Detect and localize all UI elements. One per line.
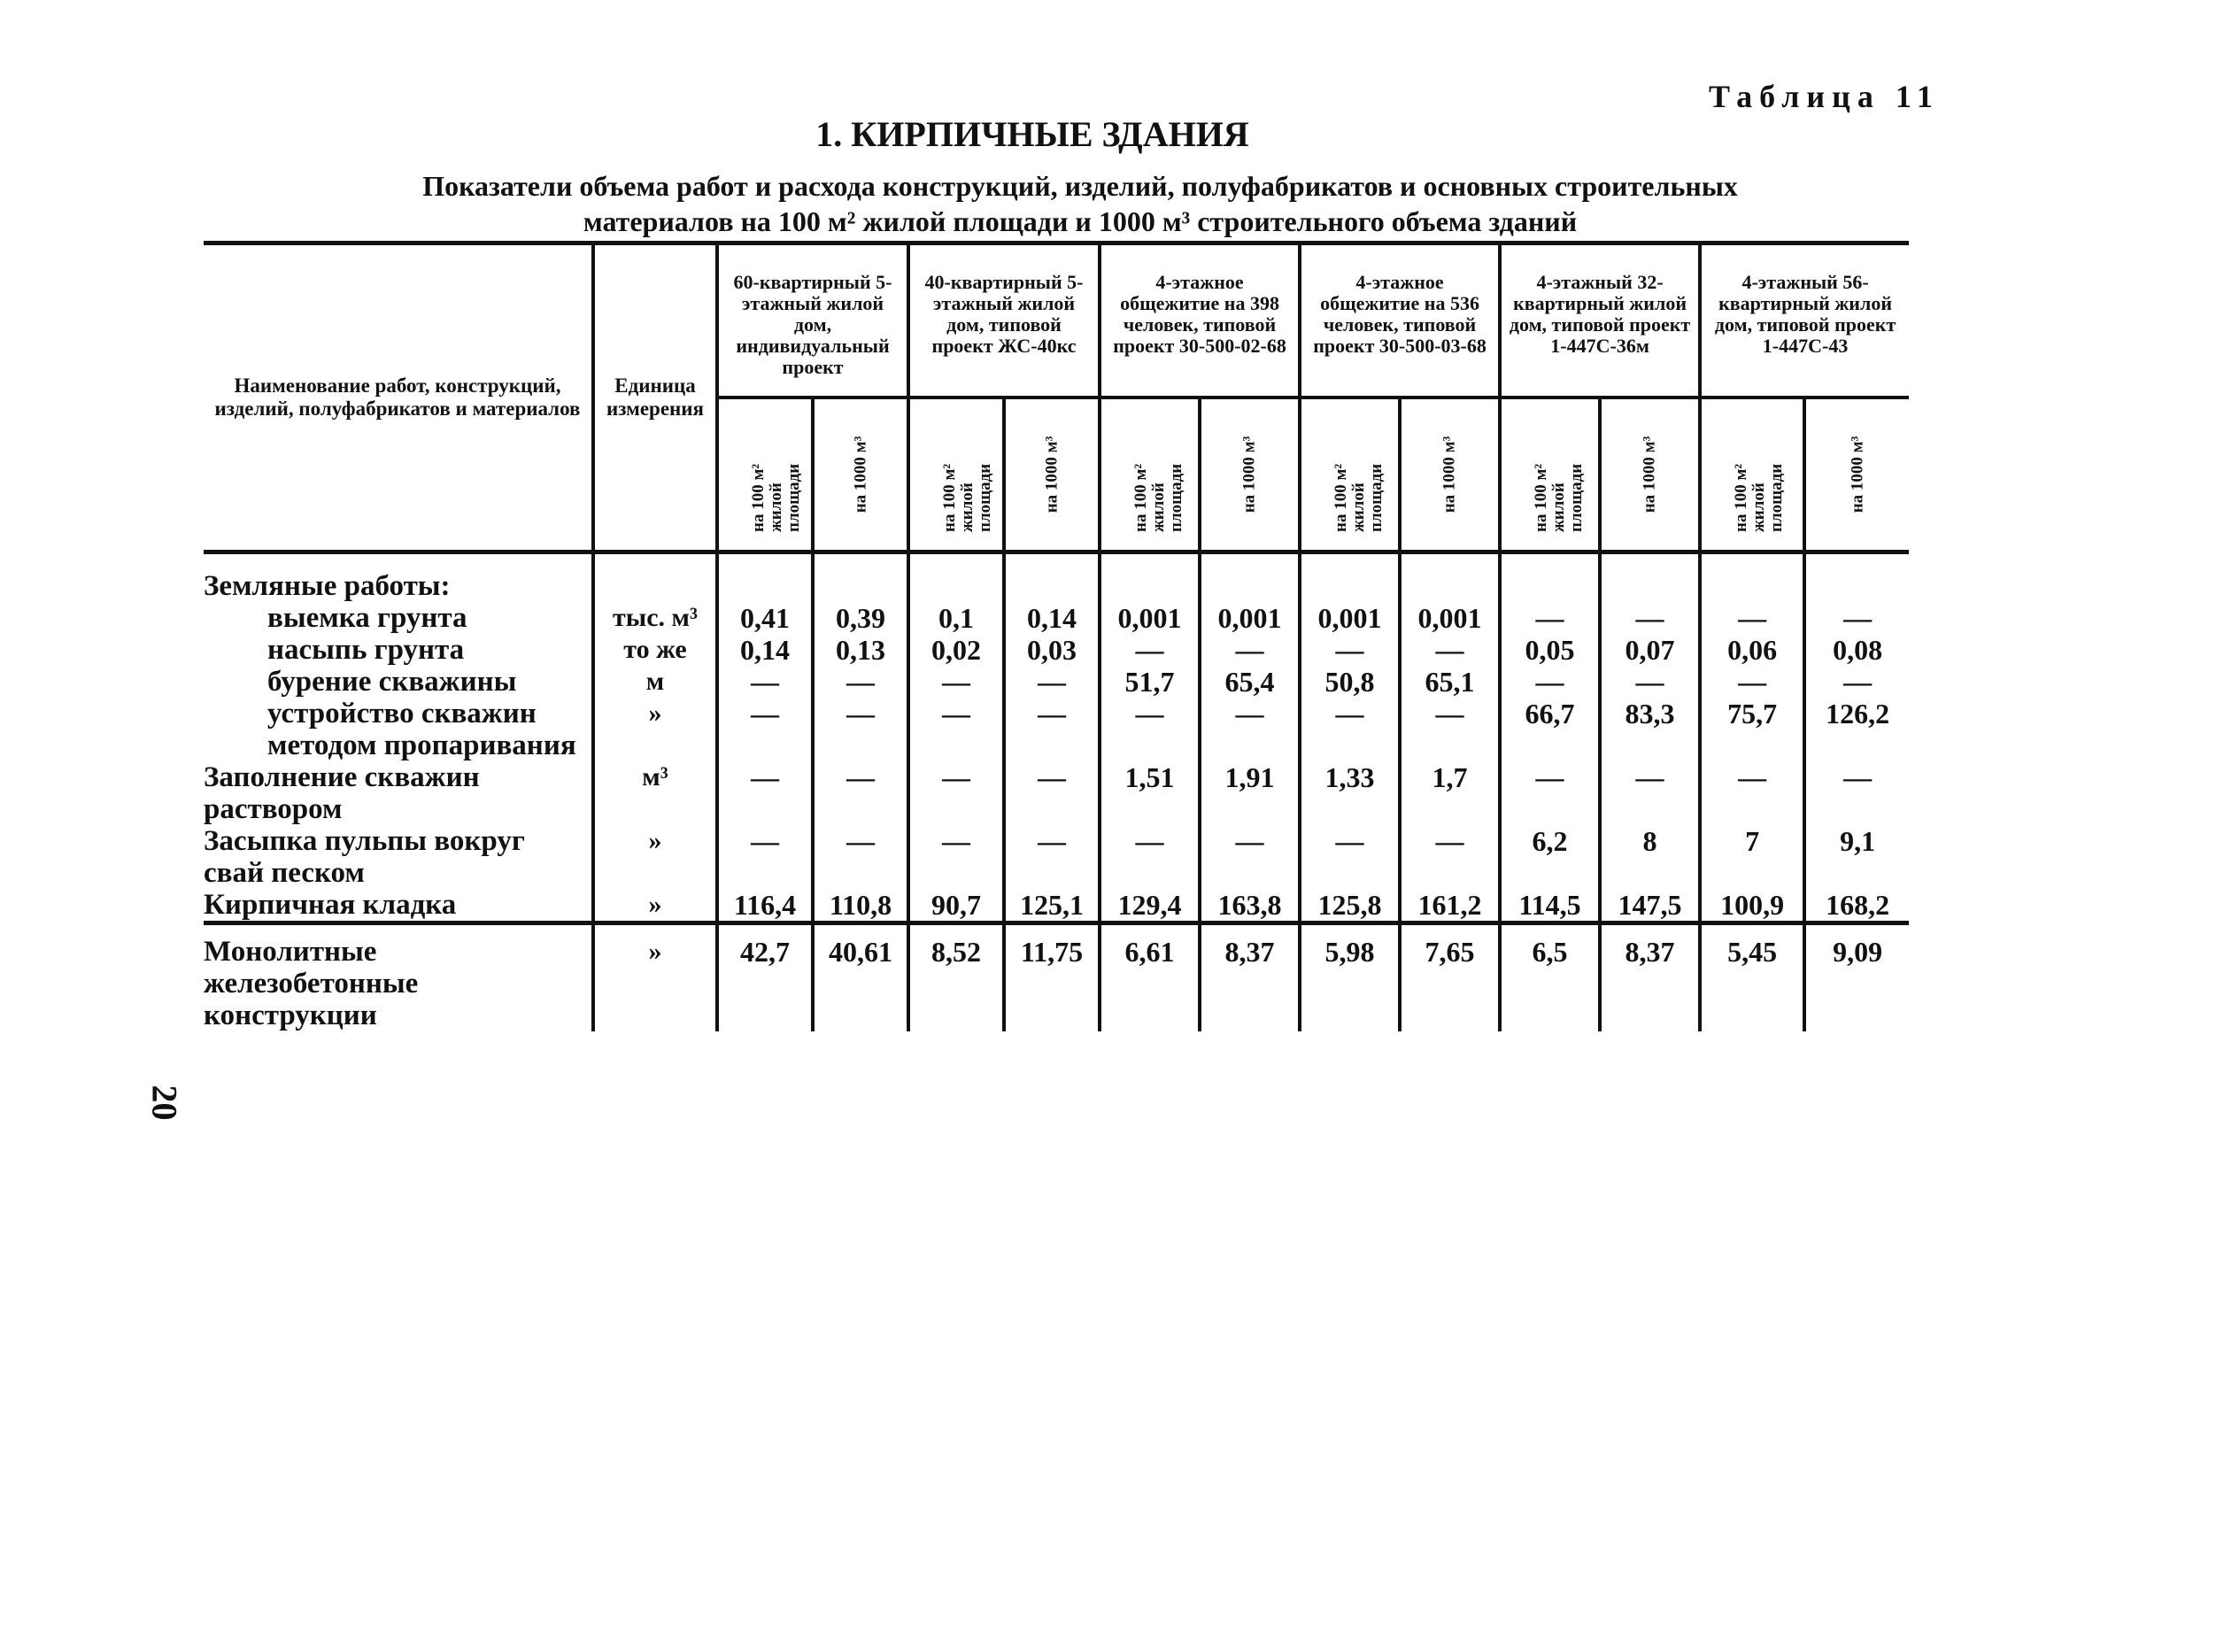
data-table-wrapper xyxy=(204,241,1896,1031)
row-value: — xyxy=(1500,666,1600,698)
row-value: — xyxy=(1400,698,1500,761)
row-value: 11,75 xyxy=(1004,922,1100,1031)
row-value: — xyxy=(717,761,813,825)
row-value: — xyxy=(1300,634,1400,666)
row-value: 1,51 xyxy=(1100,761,1200,825)
subheader-per-1000m3: на 1000 м³ xyxy=(1200,398,1300,552)
row-name: Засыпка пульпы вокруг свай песком xyxy=(204,824,525,889)
row-value: 0,001 xyxy=(1100,602,1200,634)
row-name: Кирпичная кладка xyxy=(204,888,457,921)
row-value: — xyxy=(1400,634,1500,666)
row-value: 0,39 xyxy=(813,602,908,634)
row-value: 65,1 xyxy=(1400,666,1500,698)
row-value: 0,03 xyxy=(1004,634,1100,666)
subheader-per-100m2: на 100 м² жилой площади xyxy=(1100,398,1200,552)
row-value: 9,09 xyxy=(1804,922,1909,1031)
row-value: 42,7 xyxy=(717,922,813,1031)
table-row xyxy=(204,922,1909,1031)
project-header: 4-этажный 32-квартирный жилой дом, типовой проект 1-447С-36м xyxy=(1500,243,1700,398)
row-value: — xyxy=(1700,602,1804,634)
project-header: 4-этажное общежитие на 398 человек, типовой проект 30-500-02-68 xyxy=(1100,243,1300,398)
row-unit: » xyxy=(593,889,717,923)
table-row xyxy=(204,761,1909,825)
row-name: Земляные работы: xyxy=(204,569,451,602)
row-value: 90,7 xyxy=(908,889,1004,923)
row-value: 0,07 xyxy=(1600,634,1700,666)
row-unit: » xyxy=(593,698,717,761)
table-row xyxy=(204,698,1909,761)
row-value: 6,61 xyxy=(1100,922,1200,1031)
row-value: 126,2 xyxy=(1804,698,1909,761)
row-value: — xyxy=(813,698,908,761)
row-value: — xyxy=(717,698,813,761)
row-name: устройство скважин методом пропаривания xyxy=(267,697,576,761)
table-row xyxy=(204,889,1909,923)
row-value: 1,7 xyxy=(1400,761,1500,825)
row-value: 1,33 xyxy=(1300,761,1400,825)
row-value: — xyxy=(1004,698,1100,761)
row-value: 1,91 xyxy=(1200,761,1300,825)
row-value: 5,45 xyxy=(1700,922,1804,1031)
table-subtitle xyxy=(283,168,1877,239)
row-value: — xyxy=(1100,825,1200,889)
row-value xyxy=(717,552,813,602)
subheader-per-100m2: на 100 м² жилой площади xyxy=(717,398,813,552)
row-value: 0,41 xyxy=(717,602,813,634)
row-value: — xyxy=(717,825,813,889)
row-value: — xyxy=(1500,602,1600,634)
row-value: 7 xyxy=(1700,825,1804,889)
row-value: 0,14 xyxy=(1004,602,1100,634)
row-value: 83,3 xyxy=(1600,698,1700,761)
row-unit: м xyxy=(593,666,717,698)
row-value: — xyxy=(1804,761,1909,825)
row-name: насыпь грунта xyxy=(267,633,465,666)
subheader-per-100m2: на 100 м² жилой площади xyxy=(1500,398,1600,552)
row-value: 116,4 xyxy=(717,889,813,923)
row-value: 114,5 xyxy=(1500,889,1600,923)
row-value: — xyxy=(717,666,813,698)
row-value: 0,13 xyxy=(813,634,908,666)
row-value: — xyxy=(1400,825,1500,889)
row-name: бурение скважины xyxy=(267,665,517,698)
subtitle-line-1: Показатели объема работ и расхода конструкций, изделий, полуфабрикатов и основных строительных xyxy=(422,170,1738,202)
row-value: 0,001 xyxy=(1400,602,1500,634)
row-value: 8,52 xyxy=(908,922,1004,1031)
table-row xyxy=(204,825,1909,889)
row-value: 6,2 xyxy=(1500,825,1600,889)
row-value xyxy=(1700,552,1804,602)
row-value: — xyxy=(908,666,1004,698)
subheader-per-1000m3: на 1000 м³ xyxy=(1400,398,1500,552)
row-value: — xyxy=(1600,761,1700,825)
table-body xyxy=(204,552,1909,1031)
row-value: — xyxy=(1200,634,1300,666)
row-unit: тыс. м³ xyxy=(593,602,717,634)
row-value: — xyxy=(1004,666,1100,698)
row-value: — xyxy=(1100,634,1200,666)
row-value xyxy=(1004,552,1100,602)
subheader-per-100m2: на 100 м² жилой площади xyxy=(1700,398,1804,552)
row-unit xyxy=(593,552,717,602)
subheader-per-1000m3: на 1000 м³ xyxy=(1004,398,1100,552)
row-value: — xyxy=(908,698,1004,761)
row-value: — xyxy=(1300,825,1400,889)
row-value: — xyxy=(1200,825,1300,889)
row-value xyxy=(1500,552,1600,602)
name-column-header: Наименование работ, конструкций, изделий, полуфабрикатов и материалов xyxy=(214,374,581,420)
row-value: — xyxy=(813,825,908,889)
table-row xyxy=(204,634,1909,666)
subheader-per-1000m3: на 1000 м³ xyxy=(1600,398,1700,552)
row-value: — xyxy=(1004,761,1100,825)
row-value: 51,7 xyxy=(1100,666,1200,698)
row-value: — xyxy=(1700,761,1804,825)
row-value: — xyxy=(1700,666,1804,698)
page-number: 20 xyxy=(144,1085,185,1121)
project-header: 4-этажный 56-квартирный жилой дом, типовой проект 1-447С-43 xyxy=(1700,243,1909,398)
row-value: 5,98 xyxy=(1300,922,1400,1031)
table-number: Таблица 11 xyxy=(1709,79,1940,114)
row-unit: то же xyxy=(593,634,717,666)
row-unit: м³ xyxy=(593,761,717,825)
row-value: — xyxy=(1600,666,1700,698)
row-unit: » xyxy=(593,922,717,1031)
row-value: 129,4 xyxy=(1100,889,1200,923)
project-header: 60-квартирный 5-этажный жилой дом, индивидуальный проект xyxy=(717,243,908,398)
row-value: 9,1 xyxy=(1804,825,1909,889)
subheader-per-100m2: на 100 м² жилой площади xyxy=(908,398,1004,552)
row-value: 147,5 xyxy=(1600,889,1700,923)
row-value: 50,8 xyxy=(1300,666,1400,698)
row-value: 0,08 xyxy=(1804,634,1909,666)
row-name: Монолитные железобетонные конструкции xyxy=(204,935,419,1031)
section-title: 1. КИРПИЧНЫЕ ЗДАНИЯ xyxy=(815,114,1249,154)
row-value: — xyxy=(1100,698,1200,761)
row-value: 125,1 xyxy=(1004,889,1100,923)
row-value: 40,61 xyxy=(813,922,908,1031)
table-row xyxy=(204,552,1909,602)
row-value: — xyxy=(1804,602,1909,634)
row-value xyxy=(1400,552,1500,602)
table-row xyxy=(204,602,1909,634)
table-row xyxy=(204,666,1909,698)
subheader-per-100m2: на 100 м² жилой площади xyxy=(1300,398,1400,552)
row-value: 8 xyxy=(1600,825,1700,889)
row-value: 8,37 xyxy=(1600,922,1700,1031)
row-name: выемка грунта xyxy=(267,601,467,634)
row-value: 0,02 xyxy=(908,634,1004,666)
row-value: — xyxy=(1600,602,1700,634)
row-value xyxy=(1804,552,1909,602)
row-value: 6,5 xyxy=(1500,922,1600,1031)
subtitle-line-2: материалов на 100 м² жилой площади и 1000 м³ строительного объема зданий xyxy=(583,205,1578,237)
row-value: 161,2 xyxy=(1400,889,1500,923)
row-value: 0,001 xyxy=(1200,602,1300,634)
row-value xyxy=(1100,552,1200,602)
row-value: — xyxy=(1804,666,1909,698)
row-value: — xyxy=(1200,698,1300,761)
row-value: 125,8 xyxy=(1300,889,1400,923)
row-value: 75,7 xyxy=(1700,698,1804,761)
row-value: 0,1 xyxy=(908,602,1004,634)
row-value: 0,06 xyxy=(1700,634,1804,666)
row-value: 8,37 xyxy=(1200,922,1300,1031)
row-value: 0,001 xyxy=(1300,602,1400,634)
subheader-per-1000m3: на 1000 м³ xyxy=(813,398,908,552)
row-value: — xyxy=(813,761,908,825)
row-value xyxy=(908,552,1004,602)
row-value: — xyxy=(813,666,908,698)
row-value: 100,9 xyxy=(1700,889,1804,923)
row-unit: » xyxy=(593,825,717,889)
row-value xyxy=(1300,552,1400,602)
row-value: — xyxy=(1300,698,1400,761)
row-value: 66,7 xyxy=(1500,698,1600,761)
project-header: 4-этажное общежитие на 536 человек, типовой проект 30-500-03-68 xyxy=(1300,243,1500,398)
row-value: 0,05 xyxy=(1500,634,1600,666)
project-header: 40-квартирный 5-этажный жилой дом, типовой проект ЖС-40кс xyxy=(908,243,1100,398)
row-value: — xyxy=(1004,825,1100,889)
unit-column-header: Единица измерения xyxy=(593,243,717,552)
row-name: Заполнение скважин раствором xyxy=(204,760,480,825)
row-value: 168,2 xyxy=(1804,889,1909,923)
row-value: 110,8 xyxy=(813,889,908,923)
row-value xyxy=(1200,552,1300,602)
row-value xyxy=(813,552,908,602)
row-value: 65,4 xyxy=(1200,666,1300,698)
row-value: — xyxy=(1500,761,1600,825)
row-value xyxy=(1600,552,1700,602)
row-value: 7,65 xyxy=(1400,922,1500,1031)
row-value: — xyxy=(908,825,1004,889)
row-value: — xyxy=(908,761,1004,825)
row-value: 0,14 xyxy=(717,634,813,666)
row-value: 163,8 xyxy=(1200,889,1300,923)
subheader-per-1000m3: на 1000 м³ xyxy=(1804,398,1909,552)
data-table xyxy=(204,241,1909,1031)
